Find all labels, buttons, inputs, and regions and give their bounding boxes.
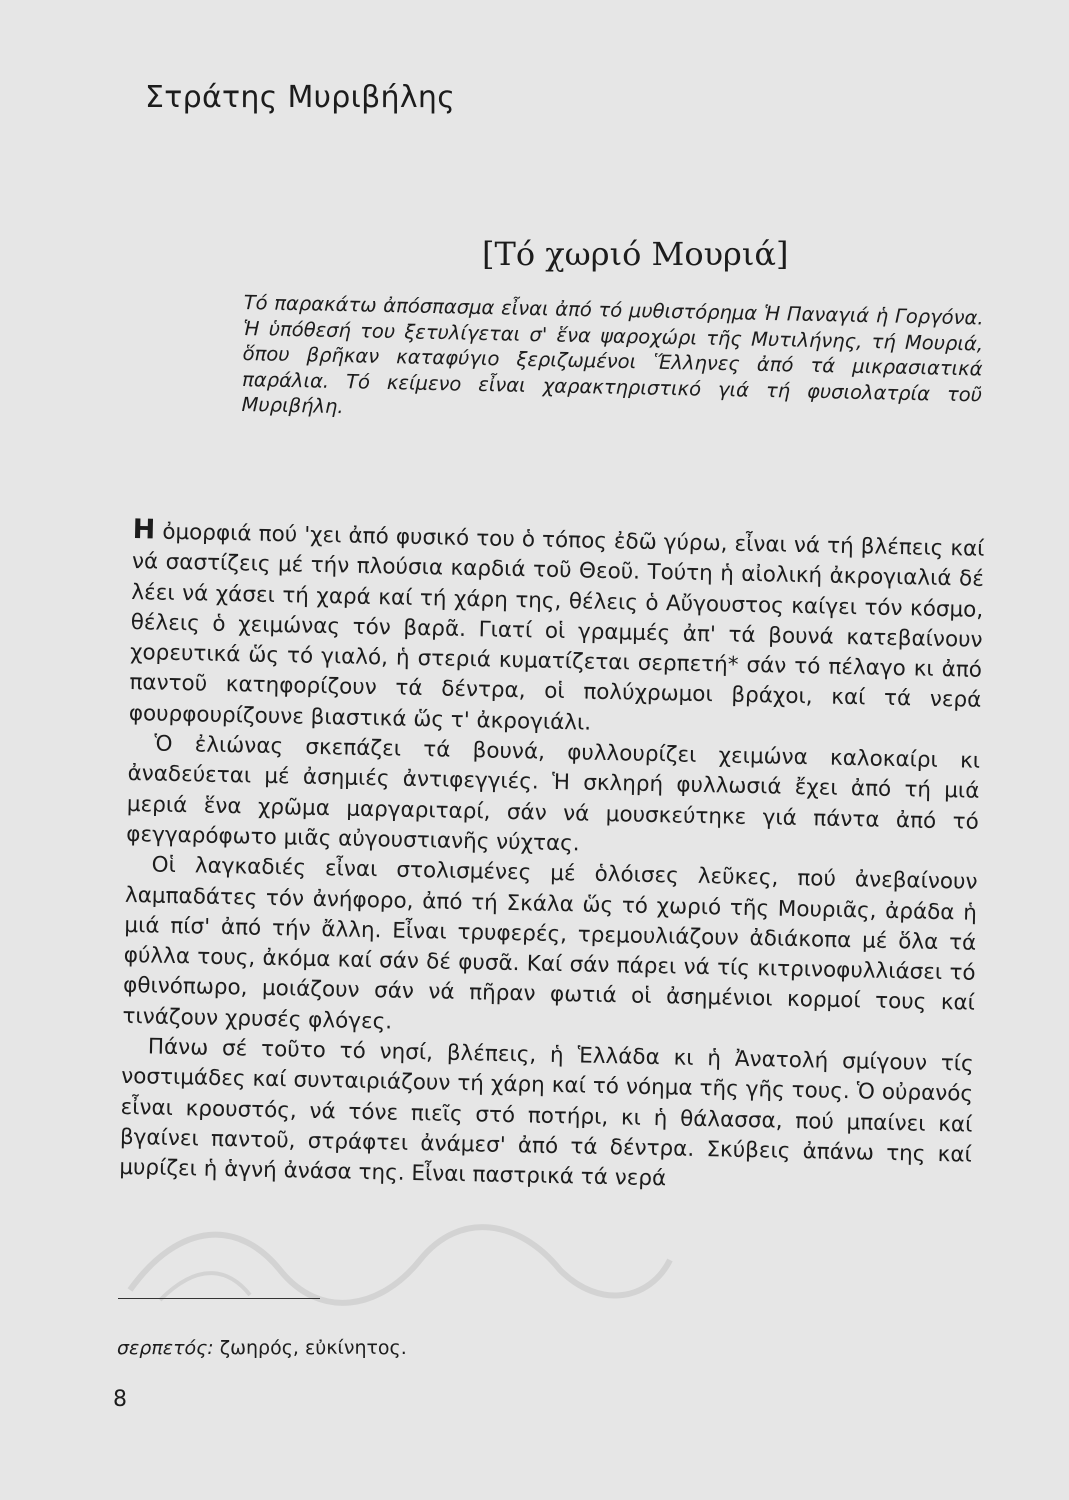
main-text [119,515,985,1201]
page-number: 8 [113,1387,127,1412]
paragraph: Ὁ ἐλιώνας σκεπάζει τά βουνά, φυλλουρίζει χειμώνα καλοκαίρι κι ἀναδεύεται μέ ἀσημιές ἀντιφεγγιές. Ἡ σκληρή φυλλωσιά ἔχει ἀπό τή μιά μεριά ἕνα χρῶμα μαργαριταρί, σάν νά μουσκεύτηκε γιά πάντα ἀπό τό φεγγαρόφωτο μιᾶς αὐγουστιανῆς νύχτας. [126,731,981,857]
intro-paragraph: Τό παρακάτω ἀπόσπασμα εἶναι ἀπό τό μυθιστόρημα Ἡ Παναγιά ἡ Γοργόνα. Ἡ ὑπόθεσή του ξετυλίγεται σ' ἕνα ψαροχώρι τῆς Μυτιλήνης, τή Μουριά, ὅπου βρῆκαν καταφύγιο ξεριζωμένοι Ἕλληνες ἀπό τά μικρασιατικά παράλια. Τό κείμενο εἶναι χαρακτηριστικό γιά τή φυσιολατρία τοῦ Μυριβήλη. [241,290,984,419]
footnote-term: σερπετός: [117,1337,214,1359]
author-name: Στράτης Μυριβήλης [145,80,456,115]
footnote [117,1337,407,1359]
chapter-title: [Τό χωριό Μουριά] [482,235,789,273]
paragraph [129,515,985,747]
drop-cap: Η [132,514,156,546]
footnote-divider [118,1298,320,1299]
paragraph: Οἱ λαγκαδιές εἶναι στολισμένες μέ ὁλόισες λεῦκες, πού ἀνεβαίνουν λαμπαδάτες τόν ἀνήφορο, ἀπό τή Σκάλα ὥς τό χωριό τῆς Μουριᾶς, ἀράδα ἡ μιά πίσ' ἀπό τήν ἄλλη. Εἶναι τρυφερές, τρεμουλιάζουν ἀδιάκοπα μέ ὅλα τά φύλλα τους, ἀκόμα καί σάν δέ φυσᾶ. Καί σάν πάρει νά τίς κιτρινοφυλλιάσει τό φθινόπωρο, μοιάζουν σάν νά πῆραν φωτιά οἱ ἀσημένιοι κορμοί τους καί τινάζουν χρυσές φλόγες. [122,852,978,1035]
faint-ornament-bleedthrough [120,1200,680,1320]
paragraph: Πάνω σέ τοῦτο τό νησί, βλέπεις, ἡ Ἑλλάδα κι ἡ Ἀνατολή σμίγουν τίς νοστιμάδες καί συνταιριάζουν τή χάρη καί τό νόημα τῆς γῆς τους. Ὁ οὐρανός εἶναι κρουστός, νά τόνε πιεῖς στό ποτήρι, κι ἡ θάλασσα, πού μπαίνει καί βγαίνει παντοῦ, στράφτει ἀνάμεσ' ἀπό τά δέντρα. Σκύβεις ἀπάνω της καί μυρίζει ἡ ἁγνή ἀνάσα της. Εἶναι παστρικά τά νερά [119,1034,974,1192]
paragraph-text: ὀμορφιά πού 'χει ἀπό φυσικό του ὁ τόπος ἐδῶ γύρω, εἶναι νά τή βλέπεις καί νά σαστίζεις μέ τήν πλούσια καρδιά τοῦ Θεοῦ. Τούτη ἡ αἰολική ἀκρογιαλιά δέ λέει νά χάσει τή χαρά καί τή χάρη της, θέλεις ὁ Αὔγουστος καίγει τόν κόσμο, θέλεις ὁ χειμώνας τόν βαρᾶ. Γιατί οἱ γραμμές ἀπ' τά βουνά κατεβαίνουν χορευτικά ὥς τό γιαλό, ἡ στεριά κυματίζεται σερπετή* σάν τό πέλαγο κι ἀπό παντοῦ κατηφορίζουν τά δέντρα, οἱ πολύχρωμοι βράχοι, καί τά νερά φουρφουρίζουνε βιαστικά ὥς τ' ἀκρογιάλι. [128,519,985,736]
footnote-definition: ζωηρός, εὐκίνητος. [213,1337,407,1359]
